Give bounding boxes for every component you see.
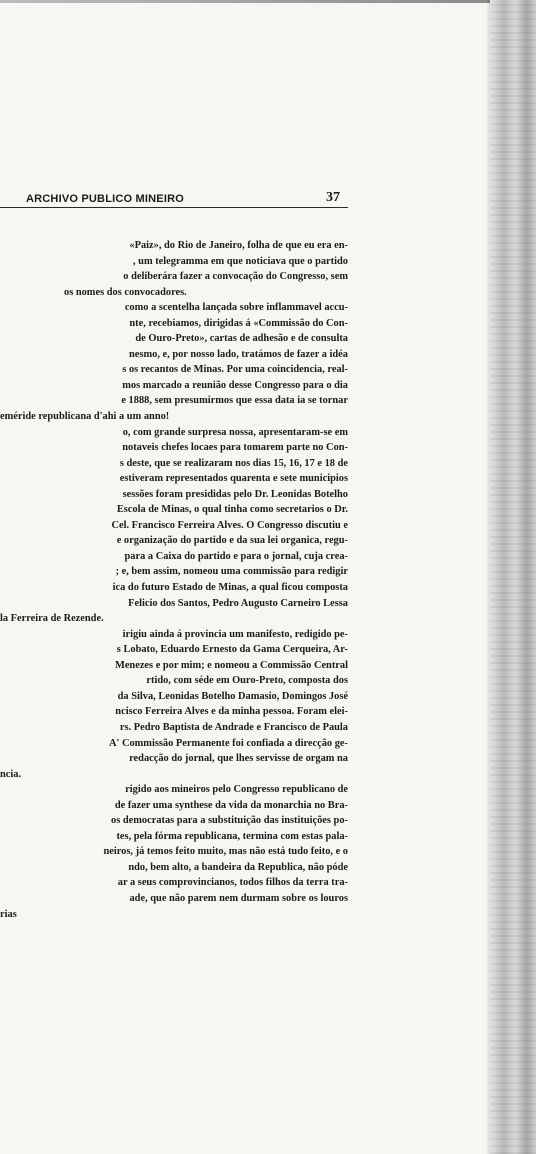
text-line: rias (0, 908, 17, 920)
text-line: nesmo, e, por nosso lado, tratámos de fazer a idéa (129, 348, 348, 360)
text-line: tes, pela fórma republicana, termina com estas pala- (116, 830, 348, 842)
text-line: s os recantos de Minas. Por uma coincidencia, real- (122, 364, 348, 376)
text-line: o, com grande surpresa nossa, apresentaram-se em (122, 426, 348, 438)
page-header (0, 190, 350, 210)
text-line: Felicio dos Santos, Pedro Augusto Carneiro Lessa (128, 597, 348, 609)
text-line: rs. Pedro Baptista de Andrade e Francisco de Paula (119, 721, 348, 733)
text-line: estiveram representados quarenta e sete municipios (119, 473, 348, 485)
top-edge-rule (0, 0, 490, 3)
text-line: A' Commissão Permanente foi confiada a direcção ge- (108, 737, 348, 749)
text-line: e organização do partido e da sua lei organica, regu- (116, 535, 348, 547)
header-rule (0, 207, 348, 208)
text-line: rigido aos mineiros pelo Congresso republicano de (125, 784, 348, 796)
body-text (0, 238, 348, 922)
text-line: «Paiz», do Rio de Janeiro, folha de que eu era en- (129, 240, 348, 251)
text-line: ade, que não parem nem durmam sobre os louros (129, 892, 348, 904)
text-line: redacção do jornal, que lhes servisse de orgam na (129, 753, 348, 765)
text-line: sessões foram presididas pelo Dr. Leonidas Botelho (122, 488, 348, 500)
text-line: ar a seus comprovincianos, todos filhos da terra tra- (117, 877, 348, 889)
text-line: Cel. Francisco Ferreira Alves. O Congresso discutiu e (111, 519, 348, 531)
text-line: os nomes dos convocadores. (64, 286, 187, 298)
text-line: de fazer uma synthese da vida da monarchia no Bra- (114, 799, 348, 811)
page-edge-strip (490, 0, 536, 1154)
text-line: ica do futuro Estado de Minas, a qual ficou composta (112, 582, 348, 594)
text-line: ncia. (0, 768, 22, 780)
text-line: Menezes e por mim; e nomeou a Commissão Central (115, 659, 348, 671)
text-line: os democratas para a substituição das instituições po- (111, 815, 348, 827)
text-line: s deste, que se realizaram nos dias 15, 16, 17 e 18 de (119, 457, 348, 469)
text-line: o deliberára fazer a convocação do Congresso, sem (123, 271, 348, 283)
text-line: ; e, bem assim, nomeou uma commissão para redigir (115, 566, 348, 578)
text-line: rtido, com séde em Ouro-Preto, composta dos (146, 675, 348, 687)
page-number: 37 (326, 190, 340, 205)
text-line: nte, recebiamos, dirigidas á «Commissão do Con- (129, 317, 348, 329)
text-line: ncisco Ferreira Alves e da minha pessoa. Foram elei- (115, 706, 348, 718)
text-line: Escola de Minas, o qual tinha como secretarios o Dr. (116, 504, 348, 516)
text-line: mos marcado a reunião desse Congresso para o dia (122, 379, 348, 391)
text-line: irigiu ainda á provincia um manifesto, redigido pe- (122, 628, 348, 640)
text-line: e 1888, sem presumirmos que essa data ia se tornar (121, 395, 348, 407)
text-line: da Silva, Leonidas Botelho Damasio, Domingos José (117, 690, 348, 702)
running-head: ARCHIVO PUBLICO MINEIRO (26, 193, 184, 205)
text-line: , um telegramma em que noticiava que o partido (132, 255, 348, 267)
text-line: de Ouro-Preto», cartas de adhesão e de consulta (135, 333, 348, 345)
text-line: la Ferreira de Rezende. (0, 613, 104, 625)
text-line: como a scentelha lançada sobre inflammavel accu- (124, 302, 348, 314)
text-line: para a Caixa do partido e para o jornal, cuja crea- (124, 550, 348, 562)
text-line: notaveis chefes locaes para tomarem parte no Con- (122, 442, 348, 454)
text-line: s Lobato, Eduardo Ernesto da Gama Cerqueira, Ar- (116, 644, 348, 656)
text-line: eméride republicana d'ahi a um anno! (0, 411, 170, 423)
text-line: neiros, já temos feito muito, mas não está tudo feito, e o (103, 846, 348, 858)
text-line: ndo, bem alto, a bandeira da Republica, não póde (128, 861, 348, 873)
